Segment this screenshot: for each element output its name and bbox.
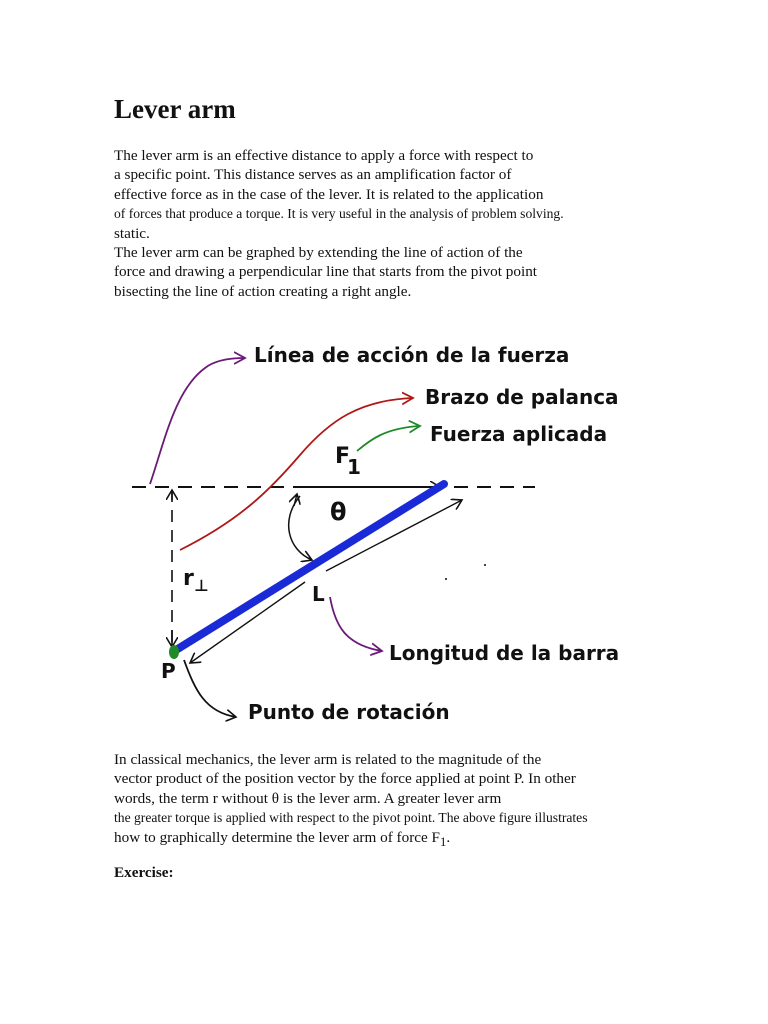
exercise-heading: Exercise:	[114, 864, 174, 881]
intro-paragraph	[114, 146, 644, 301]
label-rotation-point: Punto de rotación	[248, 700, 450, 724]
speck	[484, 564, 486, 566]
paragraph-period: .	[446, 828, 451, 846]
label-line-of-action: Línea de acción de la fuerza	[254, 343, 570, 367]
rotation-point-pointer	[184, 660, 236, 717]
explanation-paragraph	[114, 750, 644, 852]
line-of-action-pointer	[150, 358, 245, 484]
symbol-r: r	[183, 566, 194, 591]
label-bar-length: Longitud de la barra	[389, 641, 620, 665]
paragraph-line-final	[114, 828, 644, 852]
lever-bar	[176, 484, 444, 650]
page-title: Lever arm	[114, 94, 236, 124]
paragraph-line: The lever arm can be graphed by extending the line of action of the	[114, 244, 523, 262]
angle-arc	[289, 496, 312, 560]
symbol-length: L	[312, 582, 325, 606]
paragraph-line: a specific point. This distance serves as an amplification factor of	[114, 166, 512, 184]
symbol-r-subscript: ⊥	[194, 576, 209, 595]
speck	[445, 578, 447, 580]
symbol-force: F	[335, 444, 351, 469]
paragraph-line: force and drawing a perpendicular line that starts from the pivot point	[114, 263, 538, 281]
paragraph-line: The lever arm is an effective distance to apply a force with respect to	[114, 147, 534, 164]
symbol-force-subscript: 1	[347, 455, 361, 479]
paragraph-line: the greater torque is applied with respect to the pivot point. The above figure illustrates	[114, 810, 588, 826]
symbol-pivot: P	[161, 659, 176, 683]
bar-length-pointer	[330, 597, 382, 651]
force-subscript: 1	[439, 834, 447, 849]
label-lever-arm: Brazo de palanca	[425, 385, 619, 409]
paragraph-line: static.	[114, 224, 150, 242]
paragraph-line: words, the term r without θ is the lever arm. A greater lever arm	[114, 789, 502, 807]
paragraph-line: bisecting the line of action creating a right angle.	[114, 282, 412, 300]
paragraph-line: In classical mechanics, the lever arm is related to the magnitude of the	[114, 751, 542, 768]
paragraph-line: effective force as in the case of the lever. It is related to the application	[114, 185, 544, 203]
paragraph-text: how to graphically determine the lever arm of force F	[114, 828, 440, 846]
pivot-point	[169, 645, 179, 659]
lever-arm-diagram	[120, 330, 660, 740]
label-applied-force: Fuerza aplicada	[430, 422, 608, 446]
paragraph-line: of forces that produce a torque. It is very useful in the analysis of problem solving.	[114, 206, 564, 222]
paragraph-line: vector product of the position vector by the force applied at point P. In other	[114, 770, 576, 788]
applied-force-pointer	[357, 426, 420, 451]
symbol-theta: θ	[330, 498, 347, 526]
